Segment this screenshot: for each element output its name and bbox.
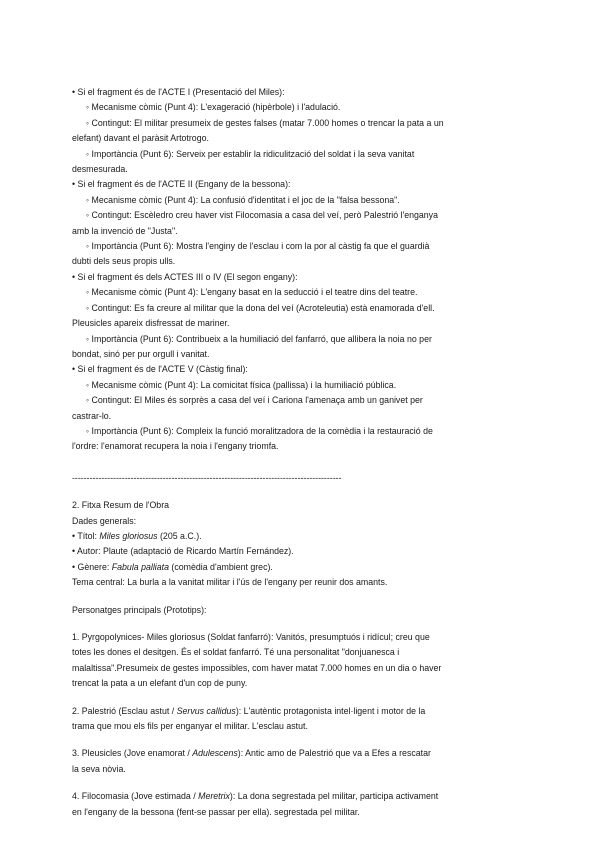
personatge-2-latin: Servus callidus (176, 705, 236, 716)
section-title: 2. Fitxa Resum de l'Obra (72, 500, 170, 511)
personatge-4-post: ): La dona segrestada pel militar, participa activament (229, 791, 439, 802)
titol-rest: (205 a.C.). (157, 530, 202, 541)
personatge-4-line (72, 789, 524, 804)
act-5-contingut-cont: castrar-lo. (72, 410, 112, 421)
personatge-2-pre: 2. Palestrió (Esclau astut / (72, 705, 177, 716)
personatge-4-latin: Meretrix (198, 791, 230, 802)
personatge-4-pre: 4. Filocomasia (Jove estimada / (72, 791, 199, 802)
personatge-3-pre: 3. Pleusicles (Jove enamorat / (72, 748, 193, 759)
act-2-block (72, 177, 524, 269)
genere-rest: (comèdia d'ambient grec). (168, 561, 273, 572)
personatge-1-line: totes les dones el desitgen. És el soldat fanfarró. Té una personalitat "donjuanesca i (72, 647, 400, 658)
personatge-3-post: ): Antic amo de Palestrió que va a Efes a rescatar (237, 748, 431, 759)
personatges-title: Personatges principals (Prototips): (72, 604, 207, 615)
personatge-1 (72, 630, 524, 692)
tema-central: Tema central: La burla a la vanitat militar i l'ús de l'engany per reunir dos amants. (72, 577, 388, 588)
act-3-block (72, 270, 524, 362)
document-page (72, 85, 524, 820)
separator-line: -------------------------------------------------------------------------------------------- (72, 472, 342, 483)
act-1-mecanisme: ◦ Mecanisme còmic (Punt 4): L'exageració (hipèrbole) i l'adulació. (86, 102, 341, 113)
personatge-2-line (72, 704, 524, 719)
act-1-importancia: ◦ Importància (Punt 6): Serveix per establir la ridiculització del soldat i la seva vanitat (86, 148, 415, 159)
titol-label: • Títol: (72, 530, 100, 541)
dades-generals-title: Dades generals: (72, 515, 137, 526)
personatge-3-latin: Adulescens (192, 748, 238, 759)
titol-line (72, 529, 524, 544)
act-3-importancia: ◦ Importància (Punt 6): Contribueix a la humiliació del fanfarró, que allibera la noia no per (86, 333, 432, 344)
personatge-3-line (72, 746, 524, 761)
personatge-2-post: ): L'autèntic protagonista intel·ligent i motor de la (235, 705, 426, 716)
autor-line: • Autor: Plaute (adaptació de Ricardo Martín Fernández). (72, 546, 294, 557)
act-3-importancia-cont: bondat, sinó per pur orgull i vanitat. (72, 348, 210, 359)
act-2-heading: • Si el fragment és de l'ACTE II (Engany de la bessona): (72, 179, 291, 190)
act-5-block (72, 362, 524, 454)
act-1-importancia-cont: desmesurada. (72, 164, 128, 175)
act-2-contingut-cont: amb la invenció de "Justa". (72, 225, 178, 236)
act-1-contingut: ◦ Contingut: El militar presumeix de gestes falses (matar 7.000 homes o trencar la pata a un (86, 117, 444, 128)
titol-value: Miles gloriosus (99, 530, 158, 541)
personatge-2 (72, 704, 524, 735)
genere-value: Fabula palliata (111, 561, 169, 572)
personatge-3-line2: la seva nòvia. (72, 763, 126, 774)
personatge-1-line: 1. Pyrgopolynices- Miles gloriosus (Soldat fanfarró): Vanitós, presumptuós i ridícul; creu que (72, 632, 430, 642)
act-5-mecanisme: ◦ Mecanisme còmic (Punt 4): La comicitat física (pallissa) i la humiliació pública. (86, 379, 397, 390)
act-2-importancia-cont: dubti dels seus propis ulls. (72, 256, 176, 267)
personatge-1-line: trencat la pata a un elefant d'un cop de puny. (72, 678, 248, 689)
act-3-contingut: ◦ Contingut: Es fa creure al militar que la dona del veí (Acroteleutia) està enamorada d'ell. (86, 302, 435, 313)
personatge-3 (72, 746, 524, 777)
personatge-4 (72, 789, 524, 820)
act-1-heading: • Si el fragment és de l'ACTE I (Presentació del Miles): (72, 87, 285, 97)
act-1-contingut-cont: elefant) davant el paràsit Artotrogo. (72, 133, 209, 144)
personatge-2-line2: trama que mou els fils per enganyar el militar. L'esclau astut. (72, 721, 308, 732)
act-5-importancia: ◦ Importància (Punt 6): Compleix la funció moralitzadora de la comèdia i la restauració de (86, 425, 433, 436)
genere-line (72, 560, 524, 575)
act-3-heading: • Si el fragment és dels ACTES III o IV (El segon engany): (72, 271, 298, 282)
act-2-importancia: ◦ Importància (Punt 6): Mostra l'enginy de l'esclau i com la por al càstig fa que el guardià (86, 241, 430, 252)
personatge-1-line: malaltissa".Presumeix de gestes impossibles, com haver matat 7.000 homes en un dia o haver (72, 662, 442, 673)
act-3-contingut-cont: Pleusicles apareix disfressat de mariner. (72, 318, 230, 329)
act-3-mecanisme: ◦ Mecanisme còmic (Punt 4): L'engany basat en la seducció i el teatre dins del teatre. (86, 287, 418, 298)
act-5-importancia-cont: l'ordre: l'enamorat recupera la noia i l'engany triomfa. (72, 441, 279, 452)
act-2-contingut: ◦ Contingut: Escèledro creu haver vist Filocomasia a casa del veí, però Palestrió l'enganya (86, 210, 438, 221)
act-1-block (72, 85, 524, 177)
act-5-contingut: ◦ Contingut: El Miles és sorprès a casa del veí i Cariona l'amenaça amb un ganivet per (86, 395, 423, 406)
act-5-heading: • Si el fragment és de l'ACTE V (Càstig final): (72, 364, 248, 375)
act-2-mecanisme: ◦ Mecanisme còmic (Punt 4): La confusió d'identitat i el joc de la "falsa bessona". (86, 194, 400, 205)
genere-label: • Gènere: (72, 561, 112, 572)
personatge-4-line2: en l'engany de la bessona (fent-se passar per ella). segrestada pel militar. (72, 806, 360, 817)
